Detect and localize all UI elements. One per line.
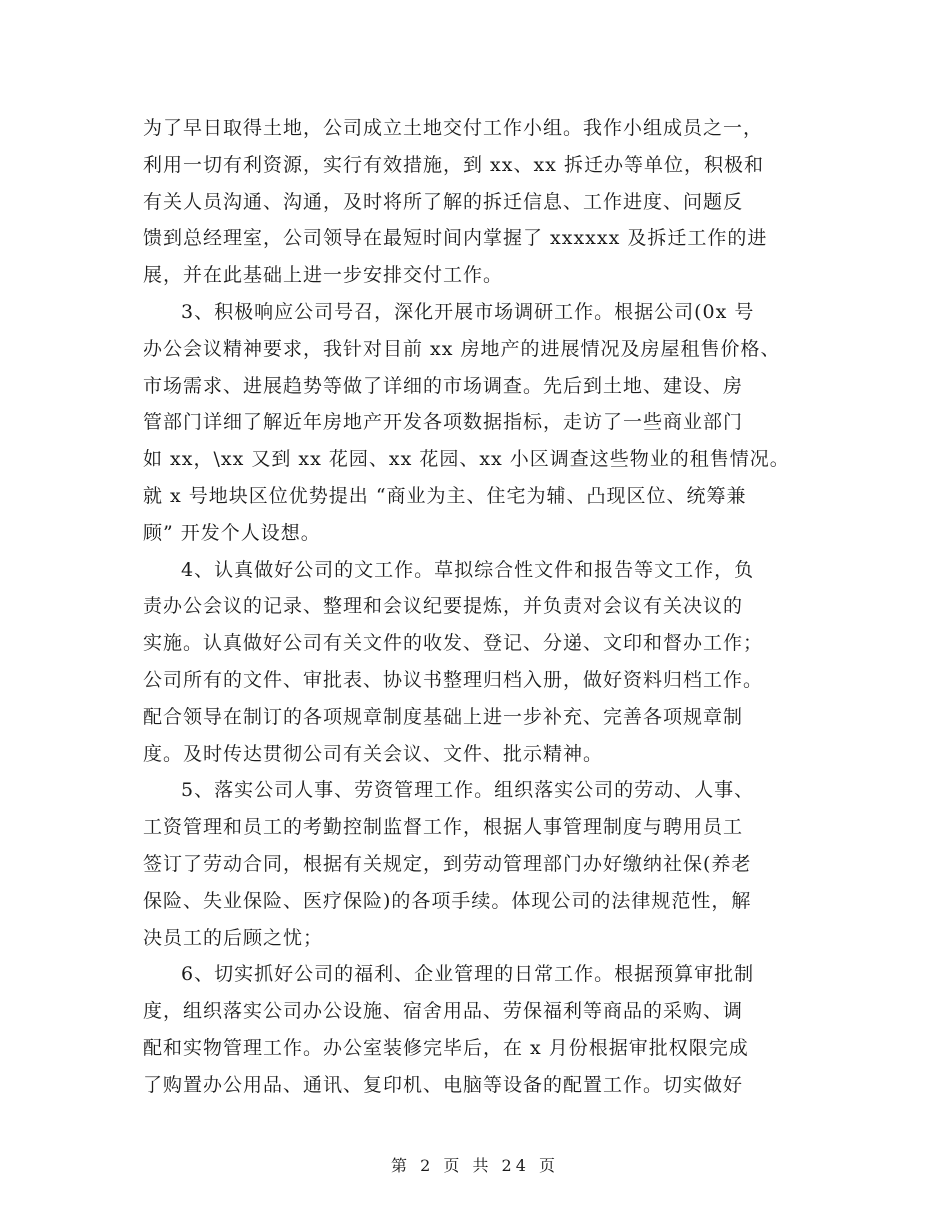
text-line: 配和实物管理工作。办公室装修完毕后，在 x 月份根据审批权限完成 [143, 1036, 749, 1059]
text-line: 4、认真做好公司的文工作。草拟综合性文件和报告等文工作，负 [181, 558, 755, 581]
text-line: 有关人员沟通、沟通，及时将所了解的拆迁信息、工作进度、问题反 [143, 190, 744, 213]
text-line: 度。及时传达贯彻公司有关会议、文件、批示精神。 [143, 742, 604, 765]
text-line: 工资管理和员工的考勤控制监督工作，根据人事管理制度与聘用员工 [143, 816, 744, 839]
text-line: 馈到总经理室，公司领导在最短时间内掌握了 xxxxxx 及拆迁工作的进 [143, 227, 768, 250]
text-line: 展，并在此基础上进一步安排交付工作。 [143, 264, 504, 287]
text-line: 责办公会议的记录、整理和会议纪要提炼，并负责对会议有关决议的 [143, 595, 744, 618]
text-line: 顾” 开发个人设想。 [143, 521, 321, 544]
text-line: 利用一切有利资源，实行有效措施，到 xx、xx 拆迁办等单位，积极和 [143, 153, 764, 176]
text-line: 就 x 号地块区位优势提出 “商业为主、住宅为辅、凸现区位、统筹兼 [143, 484, 747, 507]
text-line: 签订了劳动合同，根据有关规定，到劳动管理部门办好缴纳社保(养老 [143, 852, 752, 875]
text-line: 度，组织落实公司办公设施、宿舍用品、劳保福利等商品的采购、调 [143, 1000, 744, 1023]
text-line: 3、积极响应公司号召，深化开展市场调研工作。根据公司(0x 号 [181, 300, 755, 323]
text-line: 办公会议精神要求，我针对目前 xx 房地产的进展情况及房屋租售价格、 [143, 337, 781, 360]
text-line: 保险、失业保险、医疗保险)的各项手续。体现公司的法律规范性，解 [143, 889, 752, 912]
text-line: 如 xx，\xx 又到 xx 花园、xx 花园、xx 小区调查这些物业的租售情况。 [143, 448, 790, 471]
page-footer: 第 2 页 共 24 页 [391, 1156, 559, 1175]
text-line: 公司所有的文件、审批表、协议书整理归档入册，做好资料归档工作。 [143, 668, 764, 691]
text-line: 为了早日取得土地，公司成立土地交付工作小组。我作小组成员之一， [143, 117, 764, 139]
text-line: 6、切实抓好公司的福利、企业管理的日常工作。根据预算审批制 [181, 963, 755, 986]
text-line: 实施。认真做好公司有关文件的收发、登记、分递、文印和督办工作； [143, 632, 764, 655]
text-line: 了购置办公用品、通讯、复印机、电脑等设备的配置工作。切实做好 [143, 1073, 744, 1096]
text-line: 市场需求、进展趋势等做了详细的市场调查。先后到土地、建设、房 [143, 374, 744, 397]
text-line: 决员工的后顾之忧； [143, 926, 324, 949]
text-line: 管部门详细了解近年房地产开发各项数据指标，走访了一些商业部门 [143, 411, 744, 434]
text-line: 5、落实公司人事、劳资管理工作。组织落实公司的劳动、人事、 [181, 779, 755, 802]
text-line: 配合领导在制订的各项规章制度基础上进一步补充、完善各项规章制 [143, 705, 744, 728]
body-text [143, 110, 803, 1104]
